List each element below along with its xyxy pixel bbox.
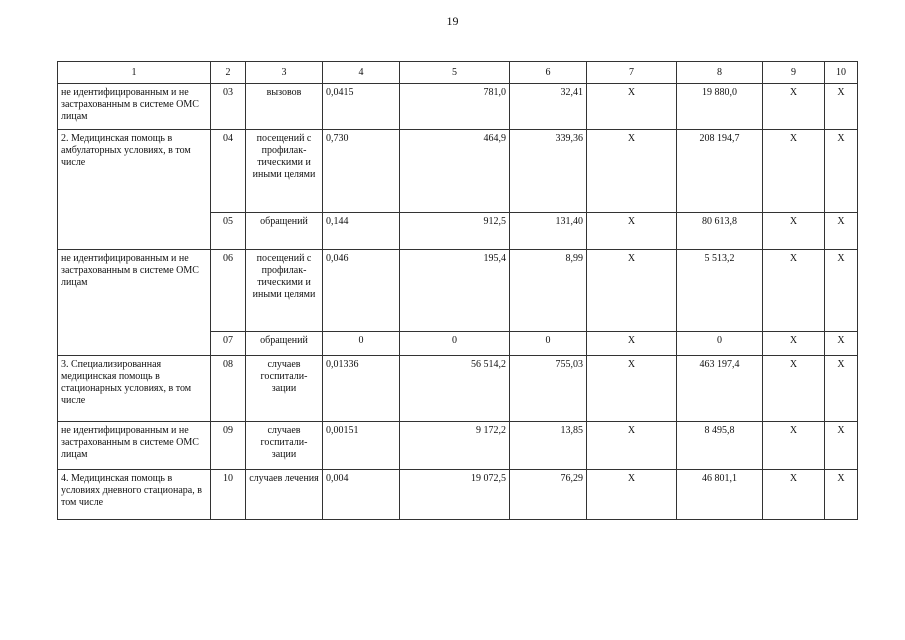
row-value-cell: 0 (510, 332, 587, 356)
row-value-cell: 0,00151 (323, 422, 400, 470)
row-value-cell: 0,144 (323, 213, 400, 250)
table-row (58, 84, 858, 130)
row-value-cell: 9 172,2 (400, 422, 510, 470)
row-value-cell: Х (587, 250, 677, 332)
row-code-cell: 08 (211, 356, 246, 422)
column-header: 9 (763, 62, 825, 84)
row-value-cell: 464,9 (400, 130, 510, 213)
row-value-cell: 208 194,7 (677, 130, 763, 213)
row-code-cell: 10 (211, 470, 246, 520)
row-value-cell: Х (763, 213, 825, 250)
table-row (58, 130, 858, 213)
row-code-cell: 09 (211, 422, 246, 470)
row-value-cell: 781,0 (400, 84, 510, 130)
table-header-row (58, 62, 858, 84)
row-value-cell: 0 (677, 332, 763, 356)
row-value-cell: 13,85 (510, 422, 587, 470)
row-value-cell: Х (763, 470, 825, 520)
row-value-cell: Х (587, 470, 677, 520)
row-value-cell: Х (763, 422, 825, 470)
row-unit-cell: посещений с профилак-тическими и иными целями (246, 130, 323, 213)
column-header: 4 (323, 62, 400, 84)
row-value-cell: Х (587, 332, 677, 356)
row-value-cell: 463 197,4 (677, 356, 763, 422)
row-value-cell: Х (763, 130, 825, 213)
row-unit-cell: обращений (246, 213, 323, 250)
row-code-cell: 06 (211, 250, 246, 332)
row-name-cell: не идентифицированным и не застрахованным в системе ОМС лицам (58, 422, 211, 470)
column-header: 3 (246, 62, 323, 84)
row-value-cell: Х (825, 84, 858, 130)
column-header: 1 (58, 62, 211, 84)
row-value-cell: 0,0415 (323, 84, 400, 130)
row-code-cell: 07 (211, 332, 246, 356)
row-name-cell: не идентифицированным и не застрахованным в системе ОМС лицам (58, 250, 211, 356)
row-value-cell: 0,046 (323, 250, 400, 332)
row-value-cell: 8 495,8 (677, 422, 763, 470)
row-value-cell: 56 514,2 (400, 356, 510, 422)
row-value-cell: 0,004 (323, 470, 400, 520)
row-code-cell: 03 (211, 84, 246, 130)
column-header: 2 (211, 62, 246, 84)
row-value-cell: Х (825, 250, 858, 332)
table-row (58, 422, 858, 470)
row-value-cell: 80 613,8 (677, 213, 763, 250)
column-header: 10 (825, 62, 858, 84)
row-value-cell: 0,730 (323, 130, 400, 213)
row-value-cell: Х (587, 130, 677, 213)
row-name-cell: не идентифицированным и не застрахованным в системе ОМС лицам (58, 84, 211, 130)
row-value-cell: 5 513,2 (677, 250, 763, 332)
row-value-cell: Х (825, 470, 858, 520)
table-row (58, 470, 858, 520)
column-header: 7 (587, 62, 677, 84)
row-code-cell: 04 (211, 130, 246, 213)
row-value-cell: 0 (323, 332, 400, 356)
table-row (58, 250, 858, 332)
row-code-cell: 05 (211, 213, 246, 250)
row-value-cell: 755,03 (510, 356, 587, 422)
column-header: 6 (510, 62, 587, 84)
row-name-cell: 4. Медицинская помощь в условиях дневного стационара, в том числе (58, 470, 211, 520)
row-value-cell: 195,4 (400, 250, 510, 332)
column-header: 5 (400, 62, 510, 84)
row-value-cell: Х (825, 356, 858, 422)
row-value-cell: Х (587, 422, 677, 470)
row-value-cell: 19 880,0 (677, 84, 763, 130)
row-value-cell: 0,01336 (323, 356, 400, 422)
row-unit-cell: посещений с профилак-тическими и иными целями (246, 250, 323, 332)
table-row (58, 356, 858, 422)
row-unit-cell: обращений (246, 332, 323, 356)
row-value-cell: Х (825, 130, 858, 213)
row-value-cell: Х (587, 84, 677, 130)
row-value-cell: 46 801,1 (677, 470, 763, 520)
row-value-cell: 76,29 (510, 470, 587, 520)
row-unit-cell: случаев госпитали-зации (246, 356, 323, 422)
row-value-cell: 912,5 (400, 213, 510, 250)
row-value-cell: 8,99 (510, 250, 587, 332)
data-table (57, 61, 858, 520)
page-number: 19 (446, 14, 459, 28)
row-value-cell: Х (587, 356, 677, 422)
row-value-cell: Х (587, 213, 677, 250)
row-name-cell: 2. Медицинская помощь в амбулаторных условиях, в том числе (58, 130, 211, 250)
row-value-cell: Х (763, 84, 825, 130)
row-value-cell: Х (825, 422, 858, 470)
row-value-cell: 32,41 (510, 84, 587, 130)
row-value-cell: Х (763, 332, 825, 356)
row-value-cell: 339,36 (510, 130, 587, 213)
row-value-cell: Х (825, 332, 858, 356)
row-unit-cell: вызовов (246, 84, 323, 130)
row-value-cell: 0 (400, 332, 510, 356)
row-name-cell: 3. Специализированная медицинская помощь в стационарных условиях, в том числе (58, 356, 211, 422)
row-value-cell: Х (763, 250, 825, 332)
row-value-cell: 131,40 (510, 213, 587, 250)
row-unit-cell: случаев госпитали-зации (246, 422, 323, 470)
row-value-cell: Х (763, 356, 825, 422)
row-value-cell: Х (825, 213, 858, 250)
row-unit-cell: случаев лечения (246, 470, 323, 520)
row-value-cell: 19 072,5 (400, 470, 510, 520)
column-header: 8 (677, 62, 763, 84)
